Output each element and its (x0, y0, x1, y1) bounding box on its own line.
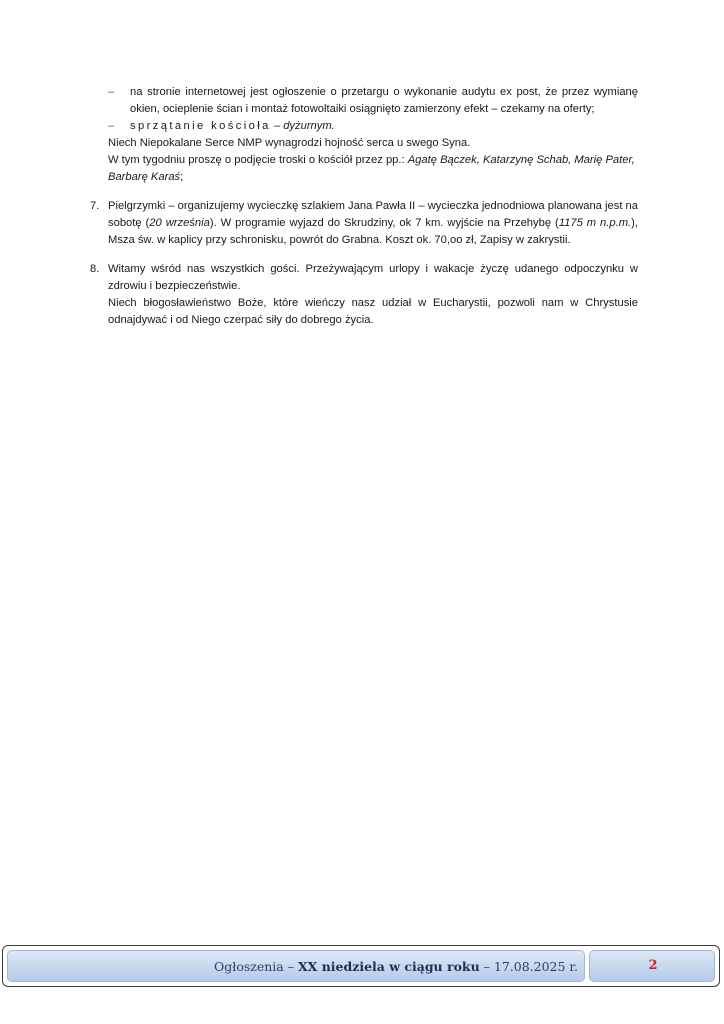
cleaning-duty: – dyżurnym. (270, 120, 335, 132)
care-end: ; (180, 171, 184, 183)
cleaning-label: sprzątanie kościoła (130, 120, 271, 132)
welcome-text: Witamy wśród nas wszystkich gości. Przeżywającym urlopy i wakacje życzę udanego odpoczynku w zdrowiu i bezpieczeństwie. (108, 263, 638, 292)
item-welcome (90, 261, 638, 329)
page-number: 2 (648, 958, 658, 973)
footer-date: – 17.08.2025 r. (479, 959, 578, 974)
thanks-paragraph: Niech Niepokalane Serce NMP wynagrodzi hojność serca u swego Syna. (108, 137, 471, 149)
item-pilgrimage (90, 198, 638, 249)
list-item-audit (90, 84, 638, 118)
care-paragraph (90, 152, 638, 186)
footer-title (214, 959, 578, 974)
footer-prefix: Ogłoszenia – (214, 959, 298, 974)
care-names: Agatę Bączek, Katarzynę Schab, Marię Pater, Barbarę Karaś (108, 154, 635, 183)
care-intro: W tym tygodniu proszę o podjęcie troski o kościół przez pp.: (108, 154, 408, 166)
item-number: 8. (90, 263, 100, 275)
dash-bullet: – (108, 120, 115, 132)
pilgrimage-date: 20 września (149, 217, 210, 229)
announcements-body (90, 84, 638, 329)
blessing-text: Niech błogosławieństwo Boże, które wieńczy nasz udział w Eucharystii, pozwoli nam w Chrystusie odnajdywać i od Niego czerpać siły do dobrego życia. (108, 297, 638, 326)
audit-text: na stronie internetowej jest ogłoszenie o przetargu o wykonanie audytu ex post, że przez wymianę okien, ocieplenie ścian i montaż fotowoltaiki osiągnięto zamierzony efekt – czekamy na oferty; (130, 86, 638, 115)
footer-page-band (589, 950, 715, 982)
pilgrimage-text-1: Pielgrzymki – organizujemy wycieczkę szlakiem Jana Pawła II – wycieczka jednodniowa planowana jest na sobotę ( (108, 200, 638, 229)
footer-title-band (7, 950, 585, 982)
pilgrimage-text-3: ), Msza św. w kaplicy przy schronisku, powrót do Grabna. Koszt ok. 70,oo zł, Zapisy w zakrystii. (108, 217, 638, 246)
list-item-cleaning (90, 118, 638, 135)
pilgrimage-height: 1175 m n.p.m. (558, 217, 632, 229)
dash-bullet: – (108, 86, 115, 98)
item-number: 7. (90, 200, 100, 212)
pilgrimage-text-2: ). W programie wyjazd do Skrudziny, ok 7 km. wyjście na Przehybę ( (209, 217, 559, 229)
footer-sunday-name: XX niedziela w ciągu roku (297, 959, 480, 974)
page-footer (2, 945, 720, 987)
